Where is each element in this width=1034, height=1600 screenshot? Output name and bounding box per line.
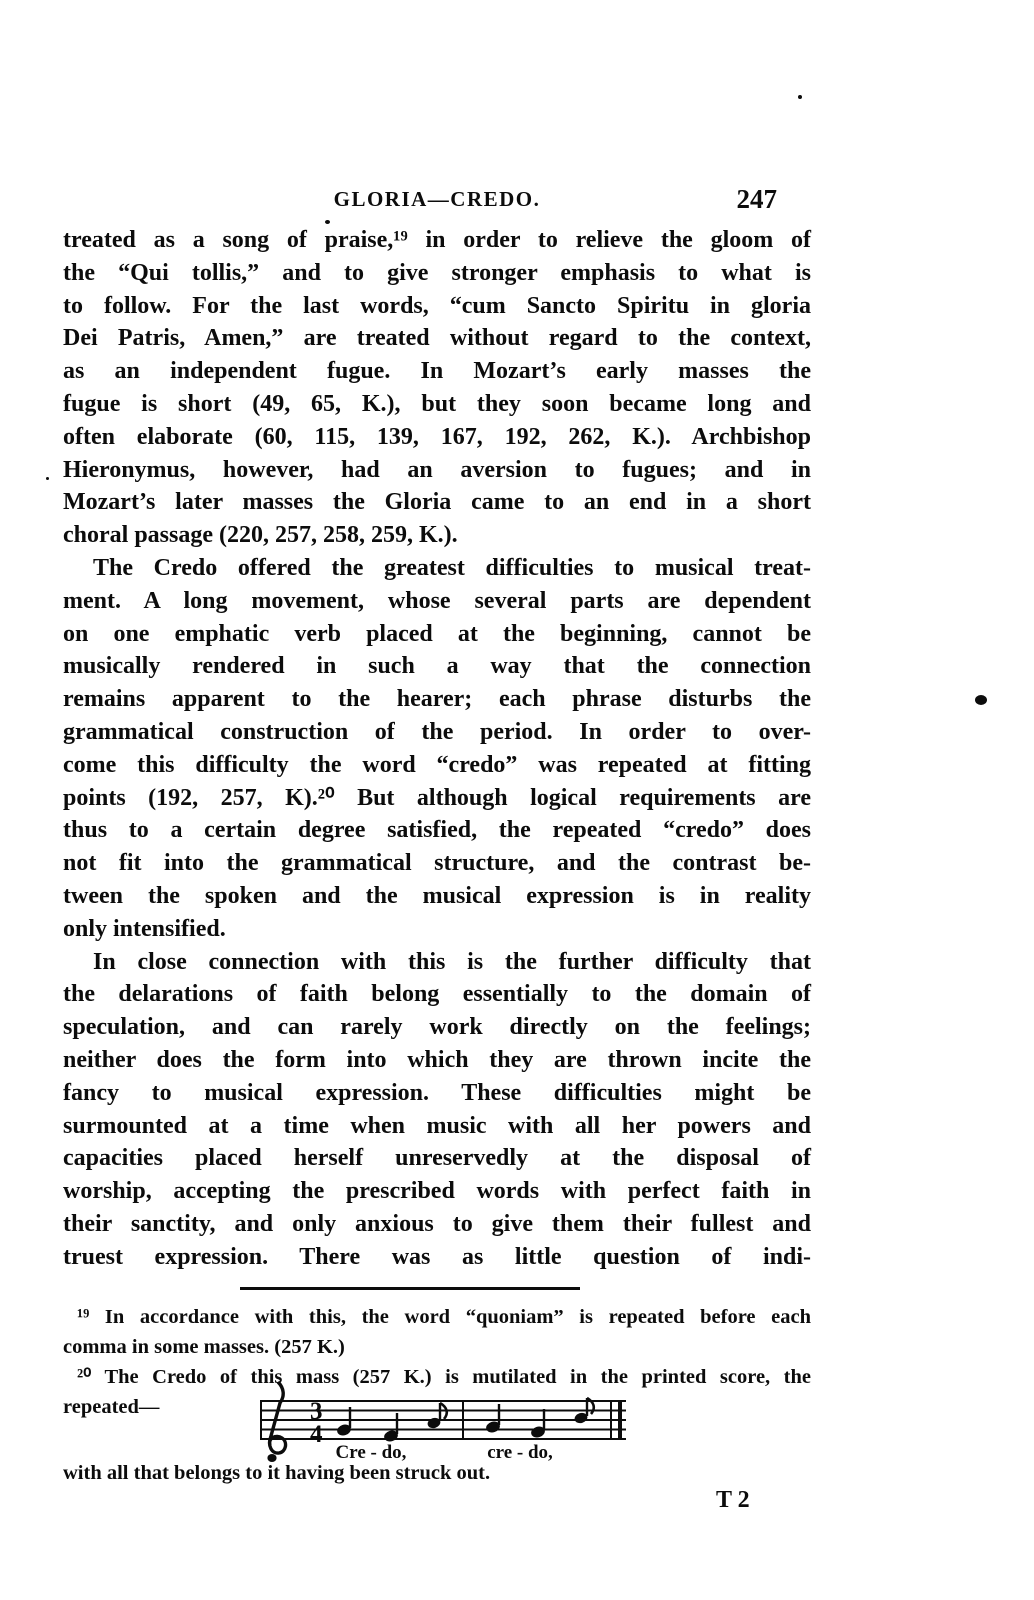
text-line: tween the spoken and the musical expression is in reality [63,882,811,909]
text-line: neither does the form into which they are thrown incite the [63,1046,811,1073]
text-line: treated as a song of praise,¹⁹ in order to relieve the gloom of [63,227,811,253]
lyric-second: cre - do, [487,1442,553,1463]
signature-mark: T 2 [716,1487,750,1513]
text-line: only intensified. [63,915,226,942]
time-signature [310,1398,323,1448]
text-line: Dei Patris, Amen,” are treated without regard to the context, [63,325,811,352]
music-notation [254,1378,634,1472]
text-line: come this difficulty the word “credo” was repeated at fitting [63,751,811,778]
text-line: Mozart’s later masses the Gloria came to an end in a short [63,489,811,516]
text-line: truest expression. There was as little question of indi- [63,1243,811,1270]
lyric-first: Cre - do, [335,1442,407,1463]
text-line: on one emphatic verb placed at the beginning, cannot be [63,620,811,647]
text-line: thus to a certain degree satisfied, the repeated “credo” does [63,817,811,844]
time-signature-bottom: 4 [310,1421,323,1448]
text-line: ²⁰ The Credo of this mass (257 K.) is mutilated in the printed score, the [77,1366,811,1388]
text-line: the delarations of faith belong essentially to the domain of [63,981,811,1008]
page-number: 247 [736,184,777,214]
text-line: not fit into the grammatical structure, and the contrast be- [63,850,811,877]
text-line: In close connection with this is the further difficulty that [93,948,811,975]
text-line: grammatical construction of the period. In order to over- [63,718,811,745]
ink-blot [975,695,987,705]
text-line: The Credo offered the greatest difficulties to musical treat- [93,554,811,581]
text-line: remains apparent to the hearer; each phrase disturbs the [63,686,811,713]
footnote-tail: with all that belongs to it having been struck out. [63,1462,491,1484]
text-line: ¹⁹ In accordance with this, the word “quoniam” is repeated before each [77,1306,811,1328]
treble-clef-icon [267,1382,285,1462]
text-line: to follow. For the last words, “cum Sancto Spiritu in gloria [63,292,811,319]
text-line: their sanctity, and only anxious to give them their fullest and [63,1210,811,1237]
ink-speck [325,220,330,224]
text-line: fancy to musical expression. These difficulties might be [63,1079,811,1106]
text-line: surmounted at a time when music with all her powers and [63,1112,811,1139]
text-line: comma in some masses. (257 K.) [63,1336,345,1358]
ink-speck [798,95,802,99]
text-line: capacities placed herself unreservedly at the disposal of [63,1145,811,1172]
text-line: points (192, 257, K).²⁰ But although logical requirements are [63,784,811,811]
notes-measure-2 [485,1398,593,1439]
body-text [63,224,811,1274]
text-line: musically rendered in such a way that the connection [63,653,811,680]
text-line: as an independent fugue. In Mozart’s early masses the [63,358,811,385]
text-line: speculation, and can rarely work directly on the feelings; [63,1014,811,1041]
page-header [63,184,811,218]
text-line: worship, accepting the prescribed words with perfect faith in [63,1178,811,1205]
running-title: GLORIA—CREDO. [333,187,541,211]
footnote-separator-rule [240,1287,580,1290]
text-line: ment. A long movement, whose several parts are dependent [63,587,811,614]
text-line: choral passage (220, 257, 258, 259, K.). [63,522,458,549]
ink-speck [46,477,49,480]
text-line: Hieronymus, however, had an aversion to fugues; and in [63,456,811,483]
text-line: repeated— [63,1396,160,1418]
time-signature-top: 3 [310,1398,323,1425]
text-line: fugue is short (49, 65, K.), but they soon became long and [63,390,811,417]
text-line: often elaborate (60, 115, 139, 167, 192, 262, K.). Archbishop [63,423,811,450]
notes-measure-1 [336,1403,446,1443]
text-line: the “Qui tollis,” and to give stronger emphasis to what is [63,259,811,286]
